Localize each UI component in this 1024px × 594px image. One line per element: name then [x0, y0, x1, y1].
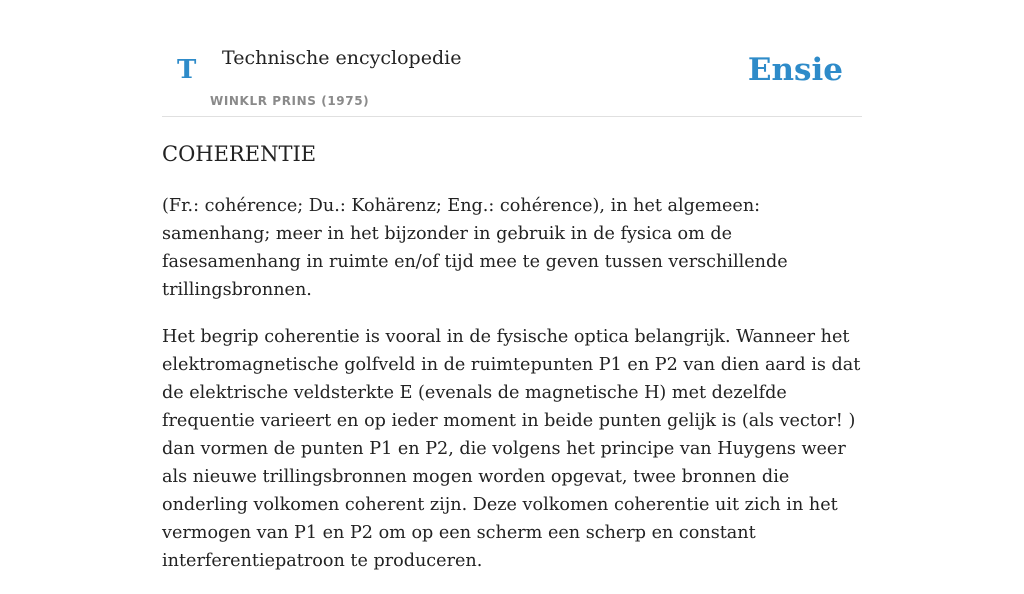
article-paragraph-optics: Het begrip coherentie is vooral in de fysische optica belangrijk. Wanneer het elektromagnetische golfveld in de ruimtepunten P1 en P2 van dien aard is dat de elektrische veldsterkte E (evenals de magnetische H) met dezelfde frequentie varieert en op ieder moment in beide punten gelijk is (als vector! ) dan vormen de punten P1 en P2, die volgens het principe van Huygens weer als nieuwe trillingsbronnen mogen worden opgevat, twee bronnen die onderling volkomen coherent zijn. Deze volkomen coherentie uit zich in het vermogen van P1 en P2 om op een scherm een scherp en constant interferentiepatroon te produceren.	[162, 327, 861, 571]
encyclopedia-title-link[interactable]: Technische encyclopedie	[222, 47, 462, 69]
ensie-brand-logo[interactable]: Ensie	[747, 52, 843, 88]
encyclopedia-logo-icon[interactable]: T	[177, 55, 197, 85]
article-title: COHERENTIE	[162, 142, 317, 166]
article-body	[162, 138, 862, 594]
site-header	[162, 0, 862, 117]
article-paragraph-definition: (Fr.: cohérence; Du.: Kohärenz; Eng.: cohérence), in het algemeen: samenhang; meer in het bijzonder in gebruik in de fysica om de fasesamenhang in ruimte en/of tijd mee te geven tussen verschillende trillingsbronnen.	[162, 196, 788, 300]
encyclopedia-subtitle: WINKLR PRINS (1975)	[210, 94, 370, 108]
